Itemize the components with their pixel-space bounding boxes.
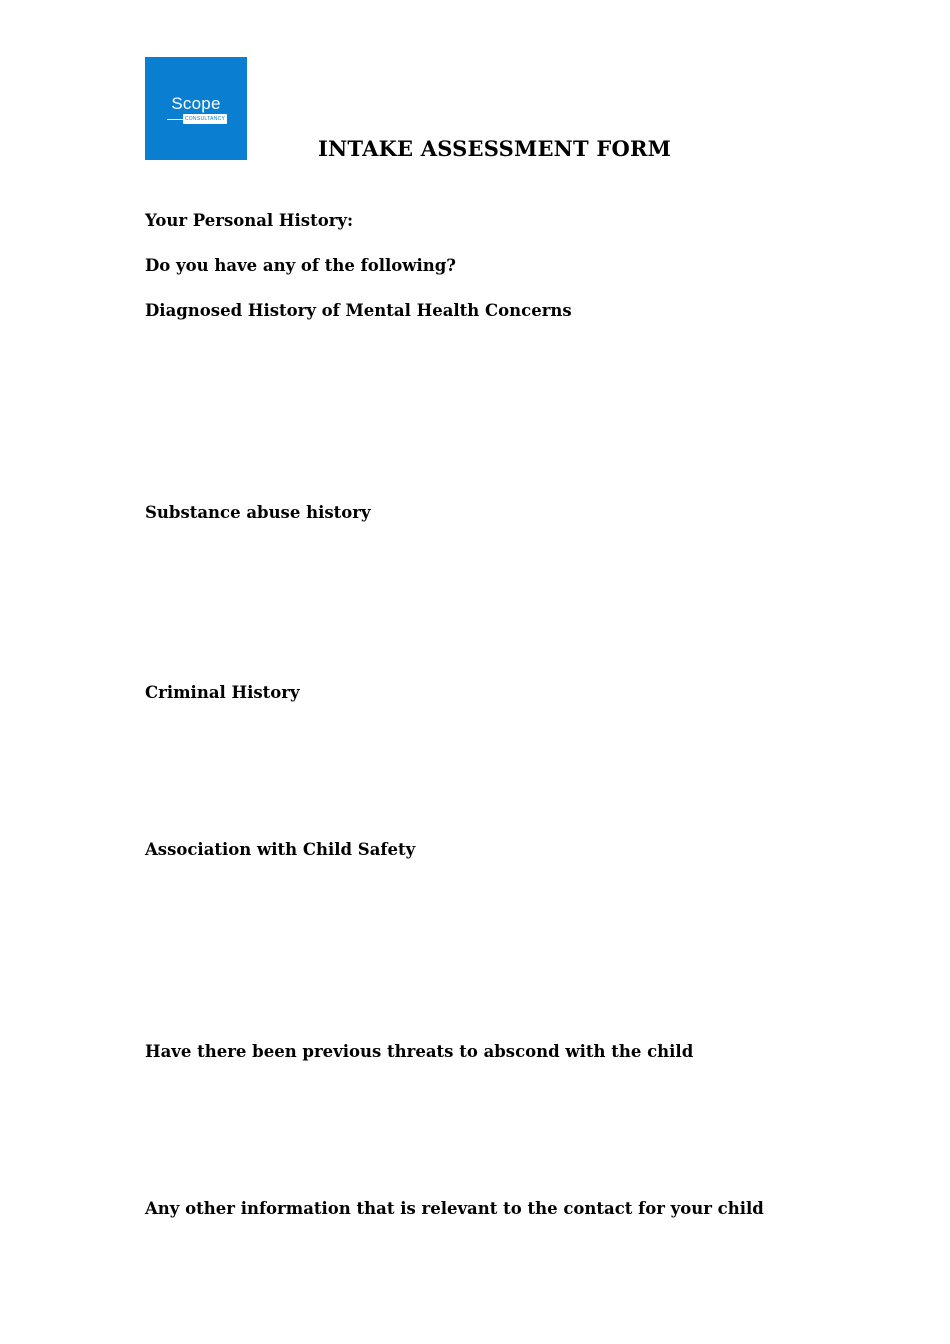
page-title: INTAKE ASSESSMENT FORM: [318, 136, 672, 161]
logo-rule: [167, 119, 183, 120]
field-label-mental-health: Diagnosed History of Mental Health Concerns: [145, 301, 572, 320]
logo-brand-text: Scope: [171, 94, 221, 113]
section-heading: Your Personal History:: [145, 211, 354, 230]
question-intro: Do you have any of the following?: [145, 256, 456, 275]
field-label-criminal-history: Criminal History: [145, 683, 300, 702]
field-label-other-information: Any other information that is relevant to the contact for your child: [145, 1199, 764, 1218]
field-label-substance-abuse: Substance abuse history: [145, 503, 371, 522]
logo-subtitle-text: CONSULTANCY: [184, 116, 226, 122]
field-label-child-safety: Association with Child Safety: [145, 840, 416, 859]
field-label-abscond-threats: Have there been previous threats to abscond with the child: [145, 1042, 694, 1061]
scope-consultancy-logo: [145, 57, 247, 160]
